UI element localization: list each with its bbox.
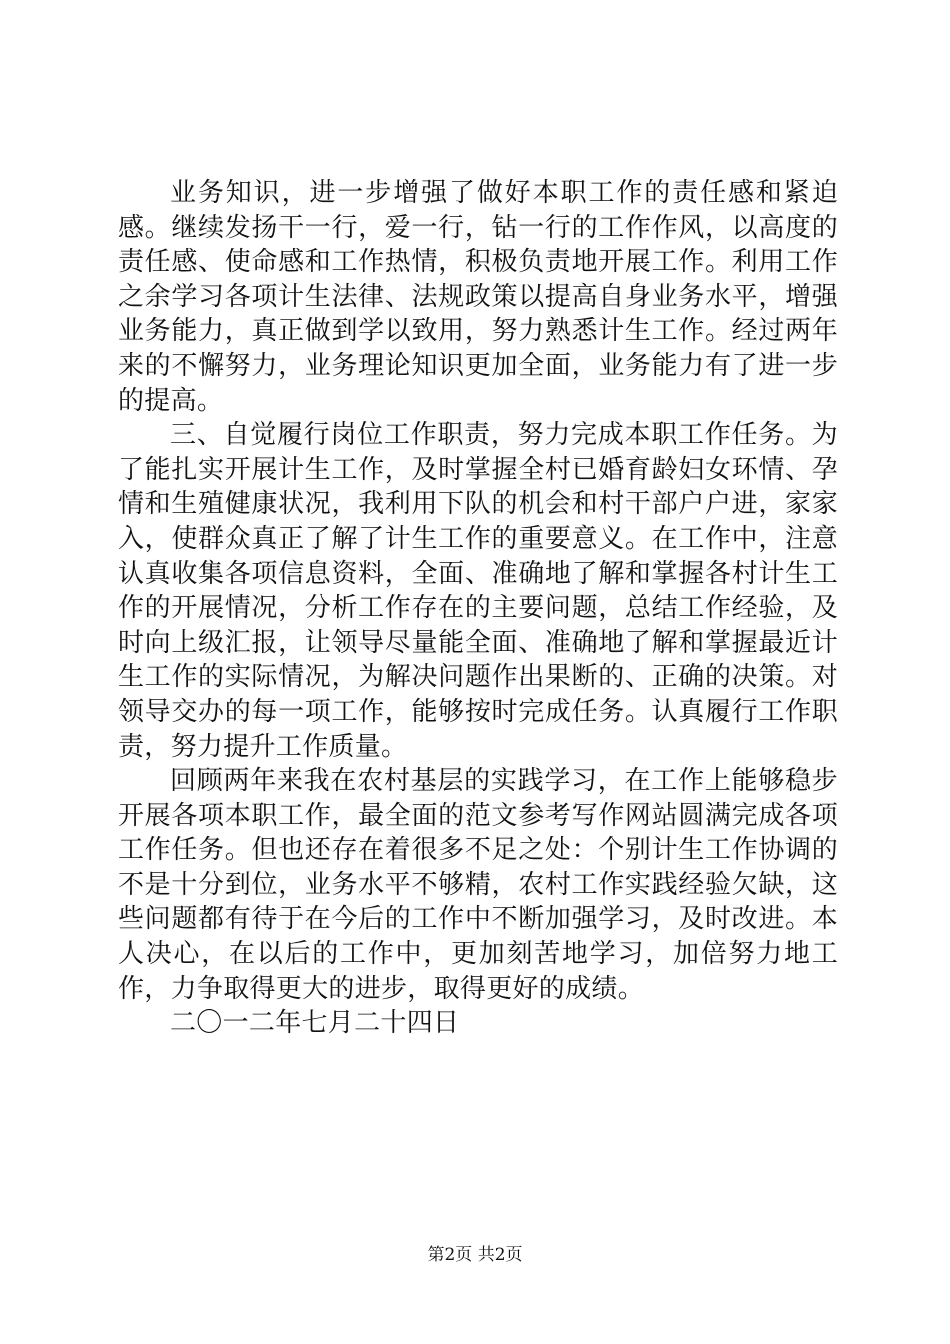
document-date: 二〇一二年七月二十四日 [170,1008,460,1039]
paragraph-1: 业务知识，进一步增强了做好本职工作的责任感和紧迫感。继续发扬干一行，爱一行，钻一行的工作作风，以高度的责任感、使命感和工作热情，积极负责地开展工作。利用工作之余学习各项计生法律、法规政策以提高自身业务水平，增强业务能力，真正做到学以致用，努力熟悉计生工作。经过两年来的不懈努力，业务理论知识更加全面，业务能力有了进一步的提高。 [118,178,838,416]
document-body [118,176,838,1041]
paragraph-3: 回顾两年来我在农村基层的实践学习，在工作上能够稳步开展各项本职工作，最全面的范文参考写作网站圆满完成各项工作任务。但也还存在着很多不足之处：个别计生工作协调的不是十分到位，业务水平不够精，农村工作实践经验欠缺，这些问题都有待于在今后的工作中不断加强学习，及时改进。本人决心，在以后的工作中，更加刻苦地学习，加倍努力地工作，力争取得更大的进步，取得更好的成绩。 [118,766,838,1004]
paragraph-2: 三、自觉履行岗位工作职责，努力完成本职工作任务。为了能扎实开展计生工作，及时掌握全村已婚育龄妇女环情、孕情和生殖健康状况，我利用下队的机会和村干部户户进，家家入，使群众真正了解了计生工作的重要意义。在工作中，注意认真收集各项信息资料，全面、准确地了解和掌握各村计生工作的开展情况，分析工作存在的主要问题，总结工作经验，及时向上级汇报，让领导尽量能全面、准确地了解和掌握最近计生工作的实际情况，为解决问题作出果断的、正确的决策。对领导交办的每一项工作，能够按时完成任务。认真履行工作职责，努力提升工作质量。 [118,420,838,762]
page-number-footer: 第2页 共2页 [427,1245,523,1265]
